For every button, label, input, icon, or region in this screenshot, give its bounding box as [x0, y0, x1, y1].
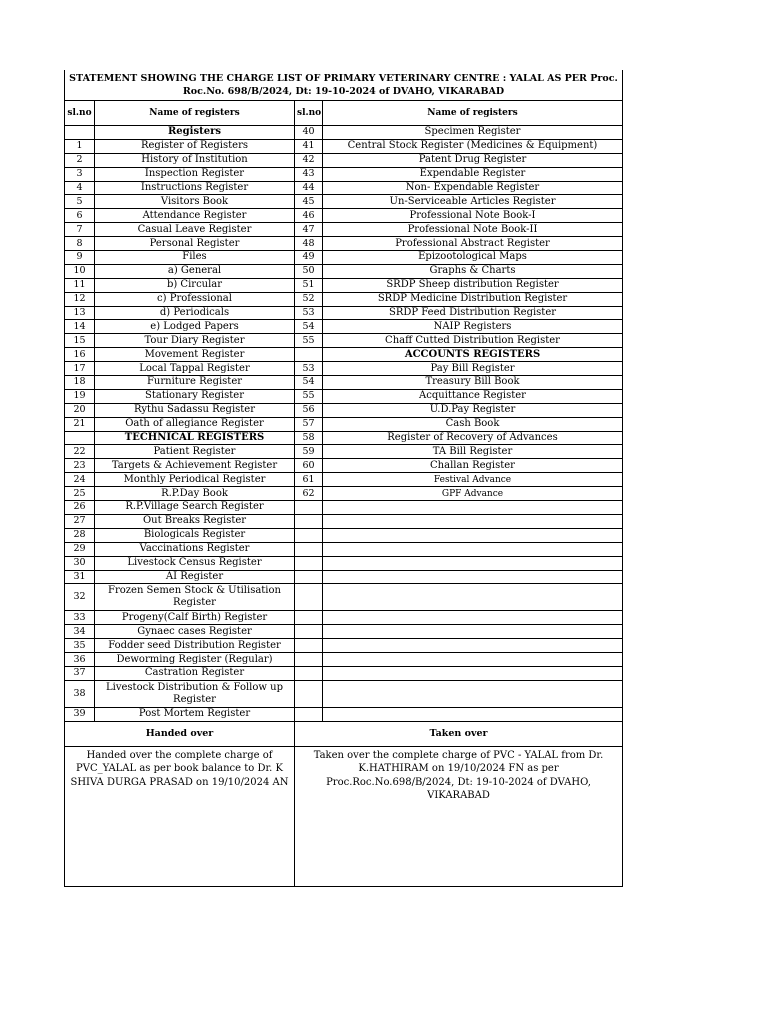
right-slno: 56	[295, 403, 323, 417]
right-register-name: TA Bill Register	[323, 445, 623, 459]
right-register-name	[323, 666, 623, 680]
left-register-name: Tour Diary Register	[95, 334, 295, 348]
register-rows	[65, 126, 623, 722]
right-register-name	[323, 514, 623, 528]
right-register-name: Patent Drug Register	[323, 153, 623, 167]
left-slno: 8	[65, 237, 95, 251]
right-register-name	[323, 611, 623, 625]
left-register-name: History of Institution	[95, 153, 295, 167]
left-slno: 28	[65, 528, 95, 542]
table-row	[65, 431, 623, 445]
left-slno: 32	[65, 584, 95, 611]
right-slno	[295, 707, 323, 721]
right-slno	[295, 528, 323, 542]
right-slno	[295, 542, 323, 556]
left-register-name: Targets & Achievement Register	[95, 459, 295, 473]
right-register-name: Professional Note Book-I	[323, 209, 623, 223]
right-slno	[295, 348, 323, 362]
table-row	[65, 195, 623, 209]
right-register-name: SRDP Medicine Distribution Register	[323, 292, 623, 306]
left-slno: 24	[65, 473, 95, 487]
left-register-name: Rythu Sadassu Register	[95, 403, 295, 417]
left-slno: 9	[65, 251, 95, 265]
left-slno: 17	[65, 362, 95, 376]
header-name-right: Name of registers	[323, 101, 623, 126]
right-slno: 60	[295, 459, 323, 473]
table-row	[65, 501, 623, 515]
left-register-name: R.P.Day Book	[95, 487, 295, 501]
left-slno: 37	[65, 666, 95, 680]
left-slno: 33	[65, 611, 95, 625]
taken-over-heading: Taken over	[295, 721, 623, 746]
table-row	[65, 306, 623, 320]
right-register-name: NAIP Registers	[323, 320, 623, 334]
right-register-name	[323, 707, 623, 721]
table-row	[65, 445, 623, 459]
right-register-name: SRDP Sheep distribution Register	[323, 278, 623, 292]
right-register-name: Acquittance Register	[323, 389, 623, 403]
left-slno: 38	[65, 680, 95, 707]
right-register-name: Professional Note Book-II	[323, 223, 623, 237]
table-row	[65, 611, 623, 625]
right-register-name	[323, 501, 623, 515]
right-slno: 57	[295, 417, 323, 431]
right-register-name: Festival Advance	[323, 473, 623, 487]
table-row	[65, 584, 623, 611]
table-row	[65, 223, 623, 237]
right-slno	[295, 514, 323, 528]
header-name-left: Name of registers	[95, 101, 295, 126]
right-slno: 47	[295, 223, 323, 237]
right-register-name: Cash Book	[323, 417, 623, 431]
table-row	[65, 251, 623, 265]
right-register-name: Register of Recovery of Advances	[323, 431, 623, 445]
handed-over-heading: Handed over	[65, 721, 295, 746]
right-slno: 54	[295, 320, 323, 334]
table-row	[65, 126, 623, 140]
right-slno: 53	[295, 362, 323, 376]
left-register-name: Frozen Semen Stock & Utilisation Register	[95, 584, 295, 611]
left-register-name: d) Periodicals	[95, 306, 295, 320]
left-slno: 31	[65, 570, 95, 584]
left-register-name: c) Professional	[95, 292, 295, 306]
right-slno: 44	[295, 181, 323, 195]
right-slno	[295, 584, 323, 611]
right-register-name	[323, 625, 623, 639]
table-row	[65, 653, 623, 667]
right-slno	[295, 570, 323, 584]
left-register-name: Patient Register	[95, 445, 295, 459]
left-slno: 22	[65, 445, 95, 459]
left-register-name: Attendance Register	[95, 209, 295, 223]
right-register-name	[323, 639, 623, 653]
left-slno: 23	[65, 459, 95, 473]
table-row	[65, 209, 623, 223]
table-row	[65, 264, 623, 278]
right-slno: 48	[295, 237, 323, 251]
right-register-name: U.D.Pay Register	[323, 403, 623, 417]
right-slno: 61	[295, 473, 323, 487]
right-register-name: SRDP Feed Distribution Register	[323, 306, 623, 320]
left-slno: 30	[65, 556, 95, 570]
right-slno: 55	[295, 334, 323, 348]
left-slno: 25	[65, 487, 95, 501]
left-slno: 21	[65, 417, 95, 431]
right-register-name	[323, 680, 623, 707]
taken-over-text: Taken over the complete charge of PVC - YALAL from Dr. K.HATHIRAM on 19/10/2024 FN as per Proc.Roc.No.698/B/2024, Dt: 19-10-2024 of DVAHO, VIKARABAD	[295, 746, 623, 886]
left-slno: 2	[65, 153, 95, 167]
table-row	[65, 680, 623, 707]
right-slno	[295, 611, 323, 625]
left-register-name: e) Lodged Papers	[95, 320, 295, 334]
right-slno: 41	[295, 139, 323, 153]
table-row	[65, 403, 623, 417]
left-register-name: Vaccinations Register	[95, 542, 295, 556]
right-register-name	[323, 528, 623, 542]
charge-list-sheet	[64, 70, 622, 887]
table-row	[65, 292, 623, 306]
left-slno: 36	[65, 653, 95, 667]
left-register-name: Biologicals Register	[95, 528, 295, 542]
right-register-name	[323, 653, 623, 667]
left-register-name: Casual Leave Register	[95, 223, 295, 237]
left-register-name: Registers	[95, 126, 295, 140]
left-register-name: TECHNICAL REGISTERS	[95, 431, 295, 445]
charge-list-table	[64, 70, 623, 887]
table-row	[65, 362, 623, 376]
table-row	[65, 417, 623, 431]
left-slno: 10	[65, 264, 95, 278]
table-row	[65, 139, 623, 153]
left-slno: 12	[65, 292, 95, 306]
left-register-name: Livestock Distribution & Follow up Register	[95, 680, 295, 707]
right-register-name: Graphs & Charts	[323, 264, 623, 278]
right-register-name	[323, 556, 623, 570]
left-register-name: AI Register	[95, 570, 295, 584]
table-row	[65, 237, 623, 251]
right-slno: 42	[295, 153, 323, 167]
right-slno: 58	[295, 431, 323, 445]
left-register-name: Register of Registers	[95, 139, 295, 153]
right-register-name: Professional Abstract Register	[323, 237, 623, 251]
right-slno: 49	[295, 251, 323, 265]
left-slno: 34	[65, 625, 95, 639]
left-slno: 16	[65, 348, 95, 362]
right-register-name: Challan Register	[323, 459, 623, 473]
table-row	[65, 528, 623, 542]
right-slno	[295, 639, 323, 653]
left-register-name: R.P.Village Search Register	[95, 501, 295, 515]
left-slno: 19	[65, 389, 95, 403]
table-row	[65, 320, 623, 334]
right-register-name: Expendable Register	[323, 167, 623, 181]
right-slno	[295, 680, 323, 707]
left-slno: 7	[65, 223, 95, 237]
table-row	[65, 181, 623, 195]
left-register-name: b) Circular	[95, 278, 295, 292]
left-register-name: Progeny(Calf Birth) Register	[95, 611, 295, 625]
table-row	[65, 459, 623, 473]
left-register-name: Instructions Register	[95, 181, 295, 195]
left-slno: 26	[65, 501, 95, 515]
table-row	[65, 334, 623, 348]
left-register-name: Inspection Register	[95, 167, 295, 181]
left-slno: 29	[65, 542, 95, 556]
left-register-name: Gynaec cases Register	[95, 625, 295, 639]
table-row	[65, 666, 623, 680]
right-register-name: Treasury Bill Book	[323, 376, 623, 390]
right-slno: 53	[295, 306, 323, 320]
left-slno: 18	[65, 376, 95, 390]
right-slno: 59	[295, 445, 323, 459]
table-row	[65, 167, 623, 181]
table-row	[65, 707, 623, 721]
left-register-name: Stationary Register	[95, 389, 295, 403]
left-slno	[65, 126, 95, 140]
table-row	[65, 570, 623, 584]
left-register-name: Furniture Register	[95, 376, 295, 390]
left-register-name: Monthly Periodical Register	[95, 473, 295, 487]
table-row	[65, 487, 623, 501]
left-register-name: Visitors Book	[95, 195, 295, 209]
right-slno: 45	[295, 195, 323, 209]
left-slno: 14	[65, 320, 95, 334]
left-slno: 1	[65, 139, 95, 153]
right-slno: 55	[295, 389, 323, 403]
table-row	[65, 542, 623, 556]
table-row	[65, 376, 623, 390]
left-slno: 15	[65, 334, 95, 348]
right-register-name: Central Stock Register (Medicines & Equipment)	[323, 139, 623, 153]
left-slno: 20	[65, 403, 95, 417]
left-slno: 27	[65, 514, 95, 528]
table-row	[65, 514, 623, 528]
right-register-name: Un-Serviceable Articles Register	[323, 195, 623, 209]
header-slno-right: sl.no	[295, 101, 323, 126]
right-slno: 52	[295, 292, 323, 306]
right-slno: 51	[295, 278, 323, 292]
right-slno	[295, 501, 323, 515]
table-row	[65, 639, 623, 653]
right-slno: 46	[295, 209, 323, 223]
left-register-name: Local Tappal Register	[95, 362, 295, 376]
right-slno: 40	[295, 126, 323, 140]
right-register-name: Non- Expendable Register	[323, 181, 623, 195]
table-row	[65, 153, 623, 167]
left-slno: 3	[65, 167, 95, 181]
left-slno	[65, 431, 95, 445]
table-row	[65, 625, 623, 639]
right-register-name: Epizootological Maps	[323, 251, 623, 265]
left-register-name: Castration Register	[95, 666, 295, 680]
right-register-name	[323, 584, 623, 611]
right-slno	[295, 653, 323, 667]
right-register-name: ACCOUNTS REGISTERS	[323, 348, 623, 362]
right-register-name	[323, 542, 623, 556]
table-row	[65, 278, 623, 292]
right-register-name: GPF Advance	[323, 487, 623, 501]
right-register-name	[323, 570, 623, 584]
left-slno: 13	[65, 306, 95, 320]
table-row	[65, 348, 623, 362]
left-register-name: Post Mortem Register	[95, 707, 295, 721]
left-register-name: Oath of allegiance Register	[95, 417, 295, 431]
left-slno: 39	[65, 707, 95, 721]
table-row	[65, 473, 623, 487]
right-slno: 50	[295, 264, 323, 278]
right-slno: 62	[295, 487, 323, 501]
table-row	[65, 389, 623, 403]
header-slno-left: sl.no	[65, 101, 95, 126]
left-slno: 6	[65, 209, 95, 223]
right-slno	[295, 625, 323, 639]
left-register-name: Deworming Register (Regular)	[95, 653, 295, 667]
right-register-name: Pay Bill Register	[323, 362, 623, 376]
table-row	[65, 556, 623, 570]
right-register-name: Chaff Cutted Distribution Register	[323, 334, 623, 348]
right-slno	[295, 556, 323, 570]
left-slno: 5	[65, 195, 95, 209]
left-register-name: Personal Register	[95, 237, 295, 251]
right-register-name: Specimen Register	[323, 126, 623, 140]
left-slno: 35	[65, 639, 95, 653]
right-slno: 43	[295, 167, 323, 181]
left-register-name: Files	[95, 251, 295, 265]
left-register-name: Fodder seed Distribution Register	[95, 639, 295, 653]
left-slno: 11	[65, 278, 95, 292]
right-slno: 54	[295, 376, 323, 390]
left-register-name: Livestock Census Register	[95, 556, 295, 570]
document-title: STATEMENT SHOWING THE CHARGE LIST OF PRIMARY VETERINARY CENTRE : YALAL AS PER Proc. Roc.No. 698/B/2024, Dt: 19-10-2024 of DVAHO, VIKARABAD	[65, 70, 623, 101]
left-slno: 4	[65, 181, 95, 195]
left-register-name: Out Breaks Register	[95, 514, 295, 528]
right-slno	[295, 666, 323, 680]
left-register-name: a) General	[95, 264, 295, 278]
left-register-name: Movement Register	[95, 348, 295, 362]
handed-over-text: Handed over the complete charge of PVC_YALAL as per book balance to Dr. K SHIVA DURGA PRASAD on 19/10/2024 AN	[65, 746, 295, 886]
